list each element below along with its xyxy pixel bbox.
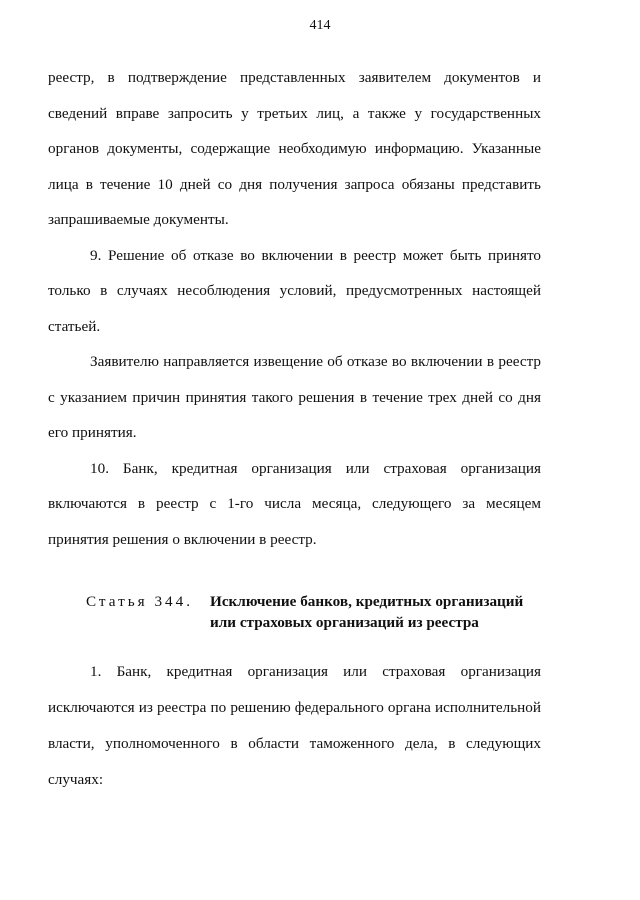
page-number: 414 [309,18,331,33]
article-title [210,591,550,633]
article-title-line-1: Исключение банков, кредитных организаций [210,593,524,610]
article-title-line-2: или страховых организаций из реестра [210,614,479,631]
paragraph-item-10: 10. Банк, кредитная организация или страховая организация включаются в реестр с 1-го числа месяца, следующего за месяцем принятия решения о включении в реестр. [48,459,541,548]
body-text-section-1 [48,60,541,557]
paragraph-refusal-notice: Заявителю направляется извещение об отказе во включении в реестр с указанием причин принятия такого решения в течение трех дней со дня его принятия. [48,353,541,441]
paragraph-article-item-1: 1. Банк, кредитная организация или страховая организация исключаются из реестра по решению федерального органа исполнительной власти, уполномоченного в области таможенного дела, в следующих случаях: [48,663,541,788]
body-text-section-2 [48,654,541,798]
paragraph-item-9: 9. Решение об отказе во включении в реестр может быть принято только в случаях несоблюдения условий, предусмотренных настоящей статьей. [48,246,541,335]
article-label: Статья 344. [86,593,194,610]
paragraph-continuation: реестр, в подтверждение представленных заявителем документов и сведений вправе запросить у третьих лиц, а также у государственных органов документы, содержащие необходимую информацию. Указанные лица в течение 10 дней со дня получения запроса обязаны представить запрашиваемые документы. [48,69,541,228]
